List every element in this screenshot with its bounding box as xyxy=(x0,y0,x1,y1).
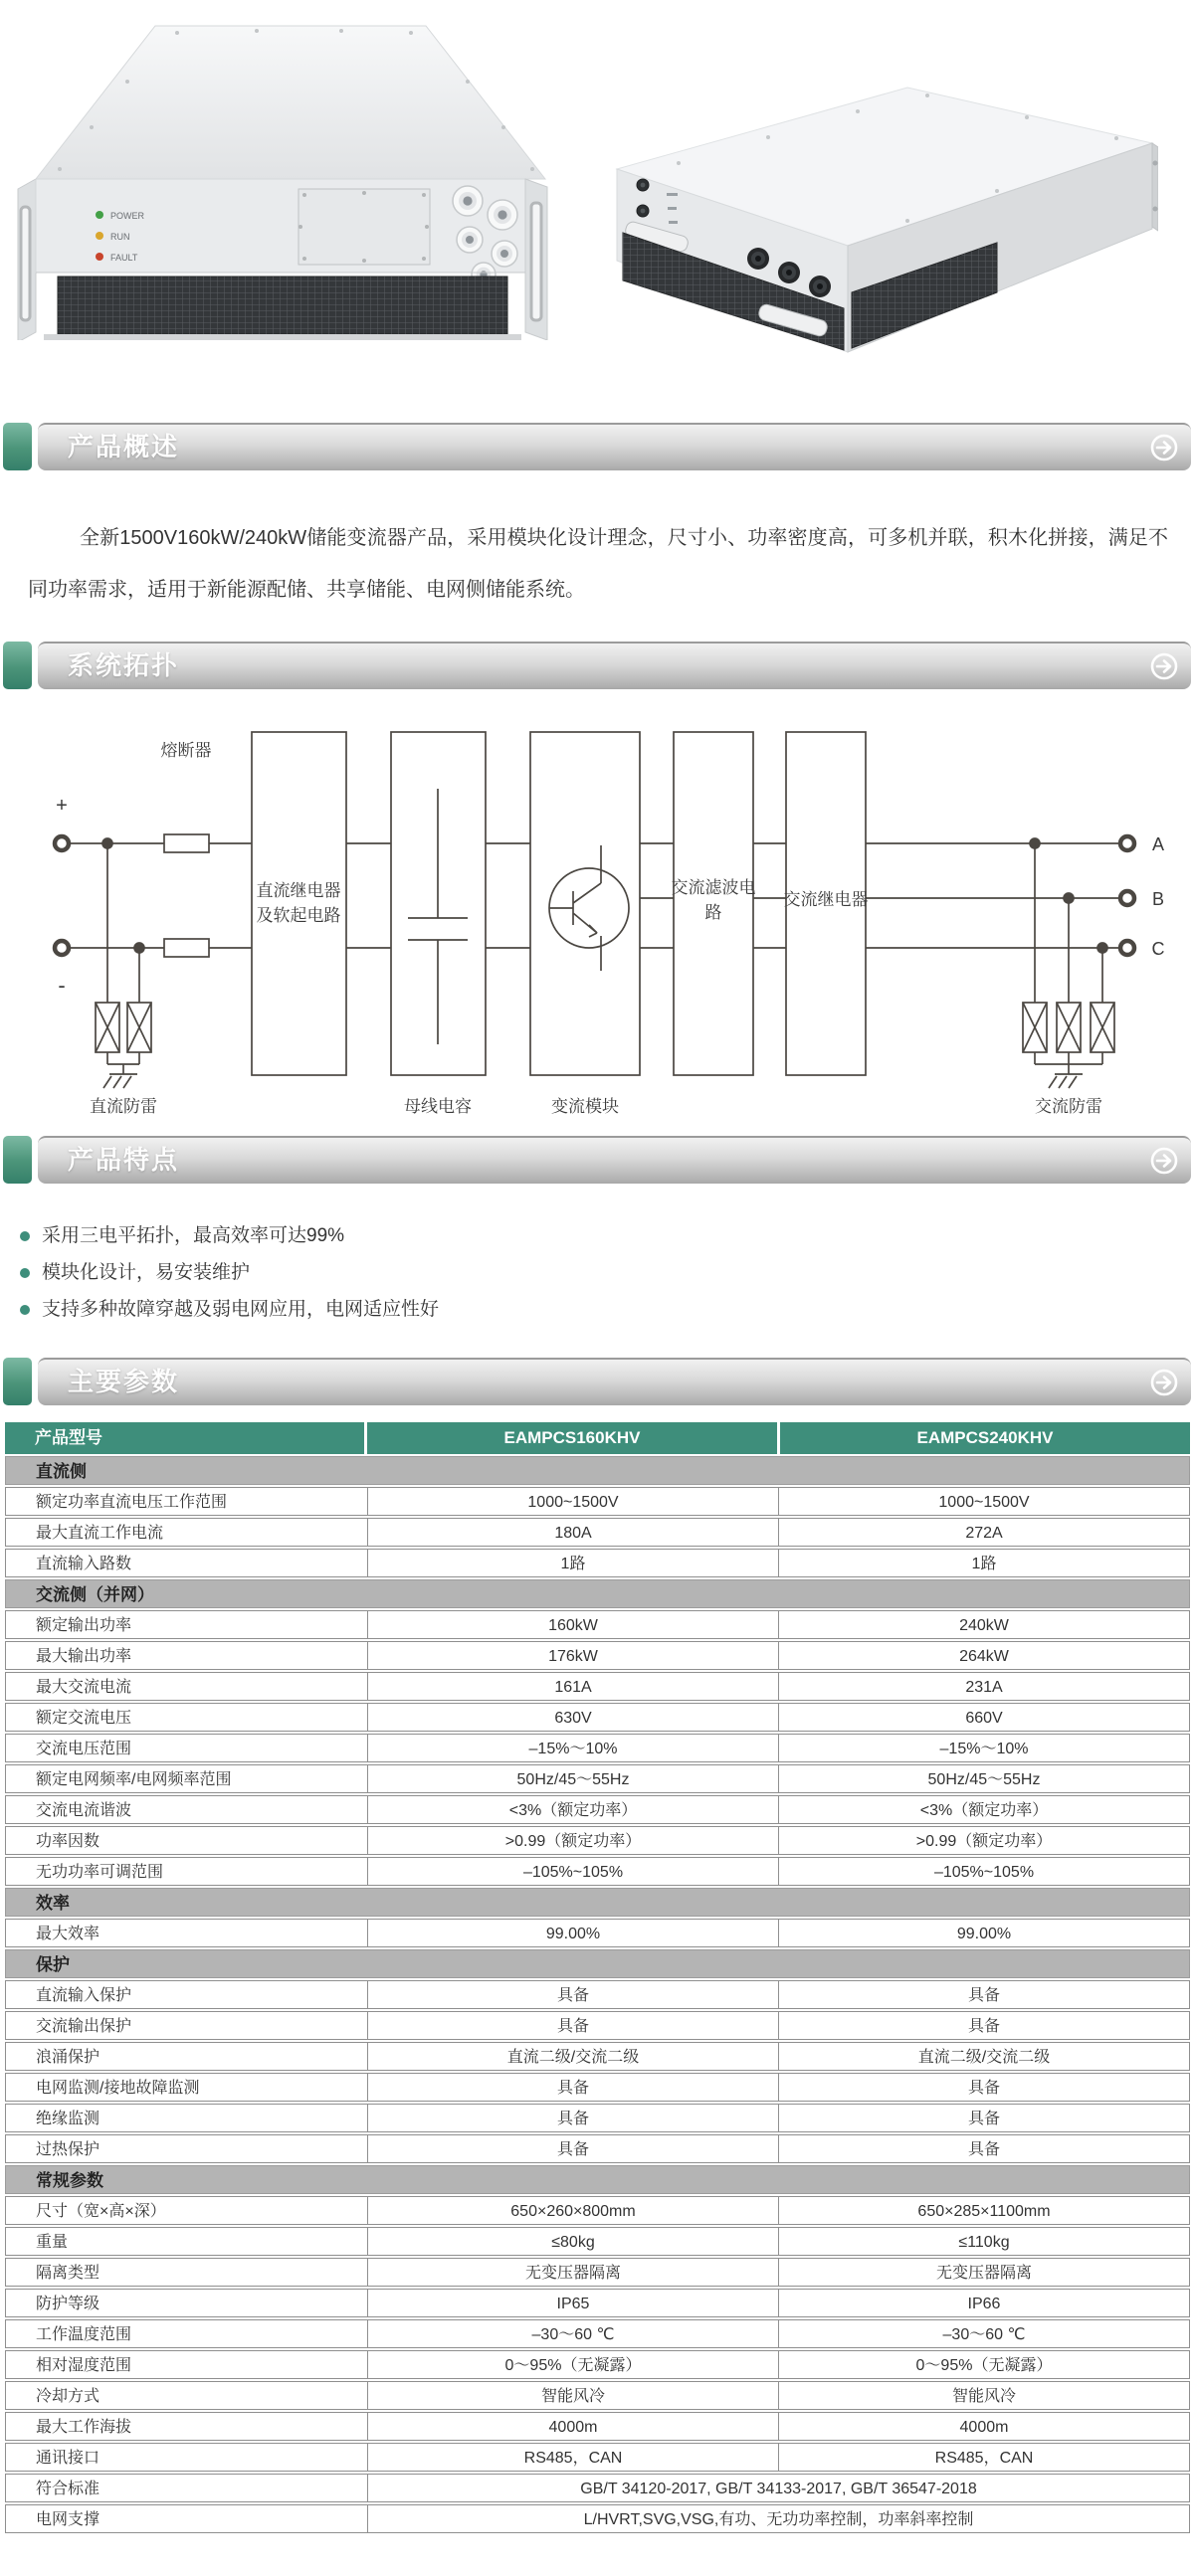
table-row xyxy=(5,1518,1190,1547)
table-column-header: EAMPCS160KHV xyxy=(367,1422,780,1454)
section-header-features xyxy=(3,1136,1191,1184)
table-row-label: 无功功率可调范围 xyxy=(6,1858,368,1885)
table-row xyxy=(5,2073,1190,2102)
ac-terminal-b xyxy=(1120,891,1134,905)
section-tab xyxy=(3,642,32,689)
table-row xyxy=(5,1641,1190,1670)
table-row-value: >0.99（额定功率） xyxy=(368,1827,779,1854)
label-phase-b: B xyxy=(1151,889,1165,909)
table-row-value: >0.99（额定功率） xyxy=(915,1833,1053,1850)
fault-led-label: FAULT xyxy=(110,253,138,263)
feature-item: 采用三电平拓扑，最高效率可达99% xyxy=(20,1217,1164,1254)
table-row-label: 最大交流电流 xyxy=(6,1673,368,1700)
product-photos xyxy=(0,0,1194,418)
label-minus: - xyxy=(58,973,66,998)
device-right-handle xyxy=(531,203,541,320)
table-row xyxy=(5,2443,1190,2472)
table-row-label: 尺寸（宽×高×深） xyxy=(6,2197,368,2224)
table-section-row xyxy=(5,1456,1190,1485)
table-header-row xyxy=(5,1422,1190,1454)
device-left-handle xyxy=(21,207,30,320)
table-section-row xyxy=(5,2165,1190,2194)
table-row-value: 630V xyxy=(368,1704,779,1731)
table-row-label: 最大输出功率 xyxy=(6,1642,368,1669)
table-row-value: 180A xyxy=(368,1519,779,1546)
table-row xyxy=(5,2011,1190,2040)
table-row-label: 过热保护 xyxy=(6,2135,368,2162)
section-title: 主要参数 xyxy=(68,1367,180,1396)
label-ac-spd: 交流防雷 xyxy=(1035,1097,1102,1116)
feature-item: 模块化设计，易安装维护 xyxy=(20,1254,1164,1291)
table-row-label: 最大直流工作电流 xyxy=(6,1519,368,1546)
table-row-value: 具备 xyxy=(967,1987,1000,2004)
fuse-symbol-positive xyxy=(164,834,209,852)
table-row-label: 工作温度范围 xyxy=(6,2320,368,2347)
section-title: 系统拓扑 xyxy=(68,650,180,680)
table-row-value: 272A xyxy=(965,1525,1003,1542)
table-row-value: 264kW xyxy=(959,1648,1009,1665)
table-row-value: 1路 xyxy=(368,1550,779,1576)
table-row-label: 重量 xyxy=(6,2228,368,2255)
table-row-value: –15%～10% xyxy=(368,1735,779,1761)
table-row xyxy=(5,2227,1190,2256)
section-bar-body xyxy=(38,642,1191,689)
table-row-value: RS485，CAN xyxy=(368,2444,779,2471)
table-row xyxy=(5,2134,1190,2163)
table-row-value: L/HVRT,SVG,VSG,有功、无功功率控制，功率斜率控制 xyxy=(583,2511,974,2528)
table-row xyxy=(5,2289,1190,2317)
fault-led xyxy=(96,253,103,261)
table-row-value: 具备 xyxy=(368,2135,779,2162)
device-access-plate xyxy=(298,189,430,265)
table-section-label: 效率 xyxy=(36,1894,70,1913)
section-header-overview xyxy=(3,423,1191,470)
table-row xyxy=(5,2319,1190,2348)
table-row-value: 4000m xyxy=(959,2419,1009,2436)
table-row-value: 240kW xyxy=(959,1617,1009,1634)
table-row-label: 冷却方式 xyxy=(6,2382,368,2409)
label-inverter: 变流模块 xyxy=(551,1097,619,1116)
table-section-row xyxy=(5,1579,1190,1608)
table-row-value: –105%~105% xyxy=(368,1858,779,1885)
table-row-value: 99.00% xyxy=(956,1926,1012,1942)
run-led-label: RUN xyxy=(110,232,130,242)
table-row-value: 具备 xyxy=(368,2074,779,2101)
table-row-value: 650×260×800mm xyxy=(368,2197,779,2224)
table-row-value: 具备 xyxy=(967,2141,1000,2158)
label-bus-cap: 母线电容 xyxy=(404,1097,472,1116)
table-row-value: 50Hz/45～55Hz xyxy=(927,1771,1041,1788)
table-section-label: 直流侧 xyxy=(36,1462,87,1481)
device-top-panel xyxy=(36,26,545,179)
table-row-value: 99.00% xyxy=(368,1920,779,1946)
table-row-value: 4000m xyxy=(368,2413,779,2440)
fuse-symbol-negative xyxy=(164,939,209,957)
table-row-value: ≤110kg xyxy=(958,2234,1010,2251)
table-row-value: 660V xyxy=(965,1710,1003,1727)
table-row xyxy=(5,2474,1190,2502)
label-phase-a: A xyxy=(1151,834,1165,854)
label-plus: + xyxy=(56,795,68,817)
table-row-value: 161A xyxy=(368,1673,779,1700)
table-row-value: 无变压器隔离 xyxy=(368,2259,779,2286)
arrow-circle-icon xyxy=(1150,1369,1178,1396)
table-row-label: 隔离类型 xyxy=(6,2259,368,2286)
table-section-label: 交流侧（并网） xyxy=(36,1585,154,1604)
table-section-row xyxy=(5,1888,1190,1917)
section-bar-body xyxy=(38,1358,1191,1405)
table-row-value: 具备 xyxy=(967,2080,1000,2097)
table-row-value: 具备 xyxy=(368,1981,779,2008)
table-row xyxy=(5,2258,1190,2287)
table-row-label: 通讯接口 xyxy=(6,2444,368,2471)
label-phase-c: C xyxy=(1151,939,1165,959)
section-title: 产品特点 xyxy=(68,1145,180,1175)
table-row-value: 1000~1500V xyxy=(368,1488,779,1515)
table-row-value: 176kW xyxy=(368,1642,779,1669)
dc-terminal-positive xyxy=(55,836,69,850)
table-row-value: RS485，CAN xyxy=(934,2450,1034,2467)
table-row-label: 最大效率 xyxy=(6,1920,368,1946)
dc-terminal-negative xyxy=(55,941,69,955)
table-row-label: 最大工作海拔 xyxy=(6,2413,368,2440)
table-row-value: 1000~1500V xyxy=(938,1494,1030,1511)
table-row-value: –15%～10% xyxy=(939,1741,1029,1757)
table-row-value: 50Hz/45～55Hz xyxy=(368,1765,779,1792)
table-row xyxy=(5,1919,1190,1947)
table-row-value: 直流二级/交流二级 xyxy=(917,2049,1051,2066)
power-led-label: POWER xyxy=(110,211,145,221)
ac-terminal-c xyxy=(1120,941,1134,955)
section-tab xyxy=(3,1136,32,1184)
table-row-label: 交流电流谐波 xyxy=(6,1796,368,1823)
label-ac-filter-2: 路 xyxy=(704,903,722,922)
dc-surge-arrester xyxy=(96,1003,151,1088)
table-column-header: 产品型号 xyxy=(5,1422,367,1454)
table-row-label: 功率因数 xyxy=(6,1827,368,1854)
table-row-label: 额定交流电压 xyxy=(6,1704,368,1731)
table-row xyxy=(5,2412,1190,2441)
section-tab xyxy=(3,423,32,470)
table-row-label: 直流输入保护 xyxy=(6,1981,368,2008)
table-row-value: 160kW xyxy=(368,1611,779,1638)
table-row-value: 1路 xyxy=(971,1556,997,1572)
arrow-circle-icon xyxy=(1150,434,1178,461)
feature-list xyxy=(20,1217,1164,1328)
table-row-label: 浪涌保护 xyxy=(6,2043,368,2070)
label-dc-relay-2: 及软起电路 xyxy=(256,906,341,925)
table-row-value: –105%~105% xyxy=(933,1864,1035,1881)
device-vent-grille xyxy=(58,276,507,334)
table-row xyxy=(5,2504,1190,2533)
table-row-value: –30～60 ℃ xyxy=(942,2326,1026,2343)
table-row-label: 直流输入路数 xyxy=(6,1550,368,1576)
table-row-label: 电网支撑 xyxy=(6,2505,368,2532)
table-row-value: 智能风冷 xyxy=(368,2382,779,2409)
table-row-value: 具备 xyxy=(967,2111,1000,2127)
label-ac-filter-1: 交流滤波电 xyxy=(671,878,756,897)
table-row-label: 防护等级 xyxy=(6,2290,368,2316)
table-row xyxy=(5,2196,1190,2225)
table-row xyxy=(5,1549,1190,1577)
dc-relay-box xyxy=(252,732,346,1075)
table-section-label: 保护 xyxy=(36,1955,70,1974)
run-led xyxy=(96,232,103,240)
section-title: 产品概述 xyxy=(68,432,180,461)
table-section-row xyxy=(5,1949,1190,1978)
label-dc-relay-1: 直流继电器 xyxy=(256,881,341,900)
device-front-panel xyxy=(36,179,525,273)
table-row-label: 交流电压范围 xyxy=(6,1735,368,1761)
ac-terminal-a xyxy=(1120,836,1134,850)
table-row-value: 直流二级/交流二级 xyxy=(368,2043,779,2070)
feature-item: 支持多种故障穿越及弱电网应用，电网适应性好 xyxy=(20,1291,1164,1328)
arrow-circle-icon xyxy=(1150,652,1178,680)
topology-diagram xyxy=(0,694,1194,1124)
table-row-label: 电网监测/接地故障监测 xyxy=(6,2074,368,2101)
power-led xyxy=(96,211,103,219)
section-bar-body xyxy=(38,423,1191,470)
table-row-label: 额定功率直流电压工作范围 xyxy=(6,1488,368,1515)
table-row-value: 具备 xyxy=(368,2012,779,2039)
table-row xyxy=(5,2381,1190,2410)
section-header-topology xyxy=(3,642,1191,689)
table-row-value: 231A xyxy=(965,1679,1003,1696)
table-row-label: 相对湿度范围 xyxy=(6,2351,368,2378)
table-row-value: IP66 xyxy=(967,2296,1001,2312)
table-row-value: <3%（额定功率） xyxy=(368,1796,779,1823)
table-row-value: <3%（额定功率） xyxy=(919,1802,1049,1819)
overview-paragraph: 全新1500V160kW/240kW储能变流器产品，采用模块化设计理念，尺寸小、功率密度高，可多机并联，积木化拼接，满足不同功率需求，适用于新能源配储、共享储能、电网侧储能系统。 xyxy=(28,527,1168,601)
ac-surge-arrester xyxy=(1023,1003,1114,1088)
table-row-value: 0～95%（无凝露） xyxy=(915,2357,1053,2374)
label-dc-spd: 直流防雷 xyxy=(90,1097,157,1116)
table-row xyxy=(5,1672,1190,1701)
right-device-image xyxy=(609,82,1158,355)
section-tab xyxy=(3,1358,32,1405)
label-ac-relay: 交流继电器 xyxy=(783,890,869,909)
table-row-value: ≤80kg xyxy=(368,2228,779,2255)
table-row xyxy=(5,1857,1190,1886)
table-row-label: 额定输出功率 xyxy=(6,1611,368,1638)
table-row-value: 具备 xyxy=(967,2018,1000,2035)
table-row xyxy=(5,1703,1190,1732)
table-column-header: EAMPCS240KHV xyxy=(916,1428,1054,1447)
left-device-image xyxy=(8,12,560,340)
table-row xyxy=(5,1980,1190,2009)
table-row-value: 650×285×1100mm xyxy=(917,2203,1051,2220)
table-row xyxy=(5,1610,1190,1639)
table-row-label: 绝缘监测 xyxy=(6,2105,368,2131)
table-row xyxy=(5,1795,1190,1824)
parameters-table xyxy=(5,1422,1190,2533)
table-row-value: 智能风冷 xyxy=(951,2388,1016,2405)
device2-rack-flange xyxy=(1152,143,1158,231)
section-bar-body xyxy=(38,1136,1191,1184)
arrow-circle-icon xyxy=(1150,1147,1178,1175)
table-row xyxy=(5,2104,1190,2132)
section-header-parameters xyxy=(3,1358,1191,1405)
table-row-value: –30～60 ℃ xyxy=(368,2320,779,2347)
table-row-value: IP65 xyxy=(368,2290,779,2316)
table-row-value: 无变压器隔离 xyxy=(935,2265,1032,2282)
table-row-label: 符合标准 xyxy=(6,2475,368,2501)
table-section-label: 常规参数 xyxy=(36,2171,103,2190)
table-row xyxy=(5,1487,1190,1516)
table-row-label: 交流输出保护 xyxy=(6,2012,368,2039)
table-row-value: GB/T 34120-2017, GB/T 34133-2017, GB/T 36547-2018 xyxy=(580,2481,977,2497)
table-row-value: 0～95%（无凝露） xyxy=(368,2351,779,2378)
table-row xyxy=(5,2350,1190,2379)
table-row-value: 具备 xyxy=(368,2105,779,2131)
table-row-label: 额定电网频率/电网频率范围 xyxy=(6,1765,368,1792)
table-row xyxy=(5,1826,1190,1855)
inverter-box xyxy=(530,732,640,1075)
label-fuse: 熔断器 xyxy=(160,741,212,760)
table-row xyxy=(5,2042,1190,2071)
table-row xyxy=(5,1764,1190,1793)
table-row xyxy=(5,1734,1190,1762)
